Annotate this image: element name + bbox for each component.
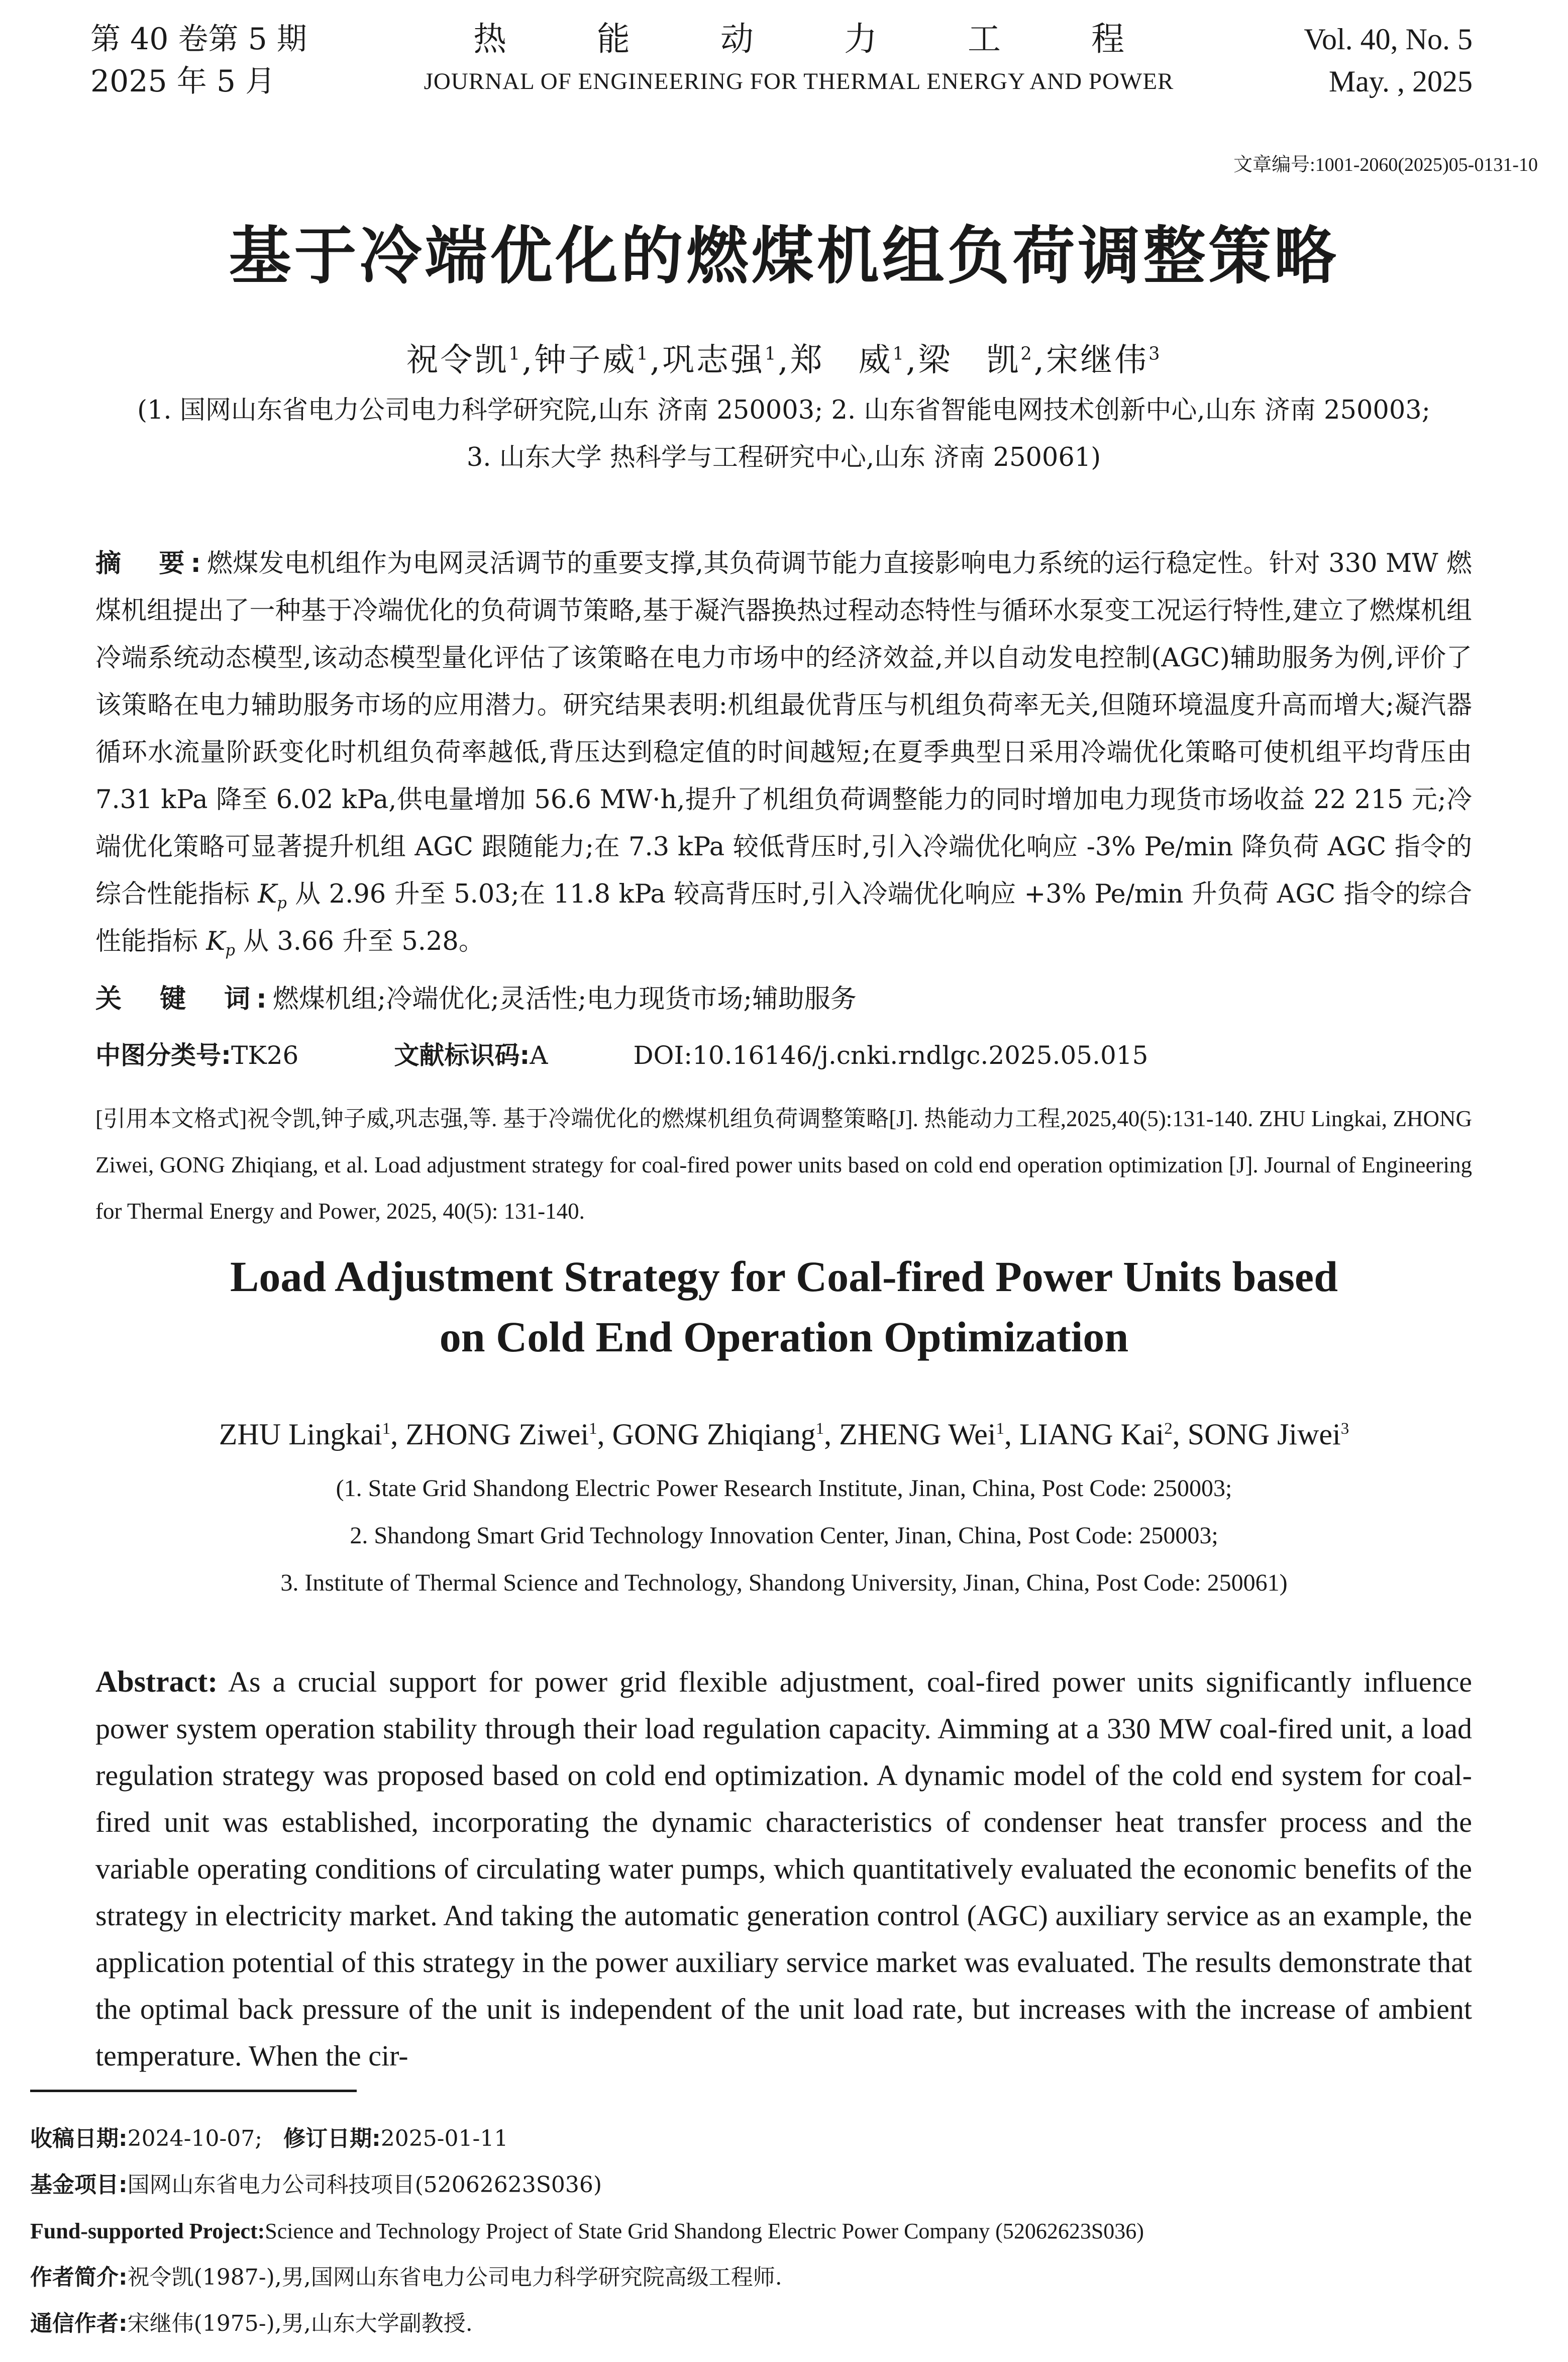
- citation-cn: 祝令凯,钟子威,巩志强,等. 基于冷端优化的燃煤机组负荷调整策略[J]. 热能动力工程,2025,40(5):131-140.: [247, 1106, 1253, 1131]
- author-en: ZHU Lingkai$^1$: [219, 1418, 391, 1451]
- affiliation-en-line: 3. Institute of Thermal Science and Technology, Shandong University, Jinan, China, Post Code: 250061): [280, 1569, 1288, 1596]
- title-en-line: Load Adjustment Strategy for Coal-fired Power Units based: [230, 1252, 1338, 1301]
- affiliation-line: 3. 山东大学 热科学与工程研究中心,山东 济南 250061): [466, 443, 1101, 472]
- date-en: May. , 2025: [1328, 65, 1473, 98]
- author-en: ZHENG Wei$^1$: [839, 1418, 1004, 1451]
- author-en: GONG Zhiqiang$^1$: [612, 1418, 824, 1451]
- classification: [95, 1035, 1148, 1071]
- kp-symbol: $K_p$: [258, 879, 287, 913]
- kp-symbol: $K_p$: [206, 927, 235, 960]
- volume-issue-en: Vol. 40, No. 5: [1304, 23, 1473, 56]
- author-en: ZHONG Ziwei$^1$: [405, 1418, 597, 1451]
- volume-issue-cn: 第 40 卷第 5 期: [90, 22, 307, 57]
- affiliations-en: [0, 1465, 1568, 1607]
- received-date: 收稿日期:2024-10-07; 修订日期:2025-01-11: [30, 2126, 508, 2151]
- keywords-label: 关 键 词:: [95, 984, 273, 1014]
- author-cn: 钟子威$^1$: [534, 342, 650, 379]
- doc-code-value: A: [530, 1041, 548, 1070]
- citation: [95, 1096, 1472, 1234]
- date-cn: 2025 年 5 月: [90, 64, 276, 99]
- author-cn: 郑 威$^1$: [790, 342, 906, 379]
- keywords-text: 燃煤机组;冷端优化;灵活性;电力现货市场;辅助服务: [272, 984, 857, 1014]
- article-number: 文章编号:1001-2060(2025)05-0131-10: [1233, 154, 1538, 175]
- issue-info-en: [1304, 18, 1473, 103]
- affiliation-en-line: (1. State Grid Shandong Electric Power Research Institute, Jinan, China, Post Code: 250003;: [336, 1475, 1232, 1502]
- footnote-divider: [30, 2090, 357, 2092]
- abstract-cn-text: 燃煤发电机组作为电网灵活调节的重要支撑,其负荷调节能力直接影响电力系统的运行稳定性。针对 330 MW 燃煤机组提出了一种基于冷端优化的负荷调节策略,基于凝汽器换热过程动态特性与循环水泵变工况运行特性,建立了燃煤机组冷端系统动态模型,该动态模型量化评估了该策略在电力市场中的经济效益,并以自动发电控制(AGC)辅助服务为例,评价了该策略在电力辅助服务市场的应用潜力。研究结果表明:机组最优背压与机组负荷率无关,但随环境温度升高而增大;凝汽器循环水流量阶跃变化时机组负荷率越低,背压达到稳定值的时间越短;在夏季典型日采用冷端优化策略可使机组平均背压由 7.31 kPa 降至 6.02 kPa,供电量增加 56.6 MW·h,提升了机组负荷调整能力的同时增加电力现货市场收益 22 215 元;冷端优化策略可显著提升机组 AGC 跟随能力;在 7.3 kPa 较低背压时,引入冷端优化响应 -3% Pe/min 降负荷 AGC 指令的综合性能指标: [95, 549, 1472, 909]
- authors-cn: 祝令凯$^1$,钟子威$^1$,巩志强$^1$,郑 威$^1$,梁 凯$^2$,宋继伟$^3$: [406, 342, 1162, 379]
- citation-en: ZHU Lingkai, ZHONG Ziwei, GONG Zhiqiang, et al. Load adjustment strategy for coal-fired power units based on cold end operation optimization [J]. Journal of Engineering for Thermal Energy and Power, 2025, 40(5): 131-140.: [95, 1106, 1472, 1224]
- abstract-cn-label: 摘 要:: [95, 549, 207, 578]
- clc-label: 中图分类号:: [95, 1041, 231, 1070]
- abstract-en-label: Abstract:: [95, 1665, 218, 1698]
- doc-code-label: 文献标识码:: [394, 1041, 530, 1070]
- journal-name-en: JOURNAL OF ENGINEERING FOR THERMAL ENERGY AND POWER: [424, 68, 1174, 94]
- affiliations-cn: [80, 387, 1487, 481]
- clc-value: TK26: [231, 1041, 299, 1070]
- author-cn: 宋继伟$^3$: [1046, 342, 1162, 379]
- abstract-en: [95, 1658, 1472, 2079]
- title-en: [0, 1246, 1568, 1367]
- affiliation-en-line: 2. Shandong Smart Grid Technology Innovation Center, Jinan, China, Post Code: 250003;: [350, 1522, 1218, 1549]
- author-cn: 巩志强$^1$: [662, 342, 778, 379]
- abstract-cn: [95, 540, 1472, 965]
- abstract-cn-text: 从 3.66 升至 5.28。: [235, 927, 484, 956]
- fund-project: 基金项目:国网山东省电力公司科技项目(52062623S036): [30, 2172, 602, 2198]
- abstract-en-text: As a crucial support for power grid flexible adjustment, coal-fired power units significantly influence power system operation stability through their load regulation capacity. Aimming at a 330 MW coal-fired unit, a load regulation strategy was proposed based on cold end optimization. A dynamic model of the cold end system for coal-fired unit was established, incorporating the dynamic characteristics of condenser heat transfer process and the variable operating conditions of circulating water pumps, which quantitatively evaluated the economic benefits of the strategy in electricity market. And taking the automatic generation control (AGC) auxiliary service as an example, the application potential of this strategy in the power auxiliary service market was evaluated. The results demonstrate that the optimal back pressure of the unit is independent of the unit load rate, but increases with the increase of ambient temperature. When the cir-: [95, 1665, 1472, 2072]
- abstract-cn-text: 从 2.96 升至 5.03;在 11.8 kPa 较高背压时,引入冷端优化响应 +3% Pe/min 升负荷 AGC 指令的综合性能指标: [95, 879, 1472, 956]
- authors-en: ZHU Lingkai$^1$, ZHONG Ziwei$^1$, GONG Zhiqiang$^1$, ZHENG Wei$^1$, LIANG Kai$^2$, SONG Jiwei$^3$: [219, 1418, 1349, 1451]
- footnotes: [30, 2116, 1487, 2347]
- citation-label: [引用本文格式]: [95, 1106, 247, 1131]
- author-cn: 梁 凯$^2$: [918, 342, 1034, 379]
- journal-name: [382, 18, 1216, 103]
- author-cn: 祝令凯$^1$: [406, 342, 522, 379]
- journal-name-cn: 热能动力工程: [473, 20, 1215, 58]
- author-bio: 作者简介:祝令凯(1987-),男,国网山东省电力公司电力科学研究院高级工程师.: [30, 2265, 782, 2290]
- title-en-line: on Cold End Operation Optimization: [439, 1313, 1129, 1361]
- author-en: SONG Jiwei$^3$: [1187, 1418, 1349, 1451]
- fund-project-en: Fund-supported Project:Science and Technology Project of State Grid Shandong Electric Power Company (52062623S036): [30, 2219, 1144, 2243]
- title-cn: 基于冷端优化的燃煤机组负荷调整策略: [229, 220, 1339, 292]
- author-en: LIANG Kai$^2$: [1019, 1418, 1173, 1451]
- corresponding-author: 通信作者:宋继伟(1975-),男,山东大学副教授.: [30, 2311, 473, 2336]
- issue-info-cn: [90, 18, 307, 103]
- keywords-cn: [95, 977, 857, 1015]
- affiliation-line: (1. 国网山东省电力公司电力科学研究院,山东 济南 250003; 2. 山东省智能电网技术创新中心,山东 济南 250003;: [137, 396, 1430, 425]
- doi: DOI:10.16146/j.cnki.rndlgc.2025.05.015: [633, 1041, 1148, 1070]
